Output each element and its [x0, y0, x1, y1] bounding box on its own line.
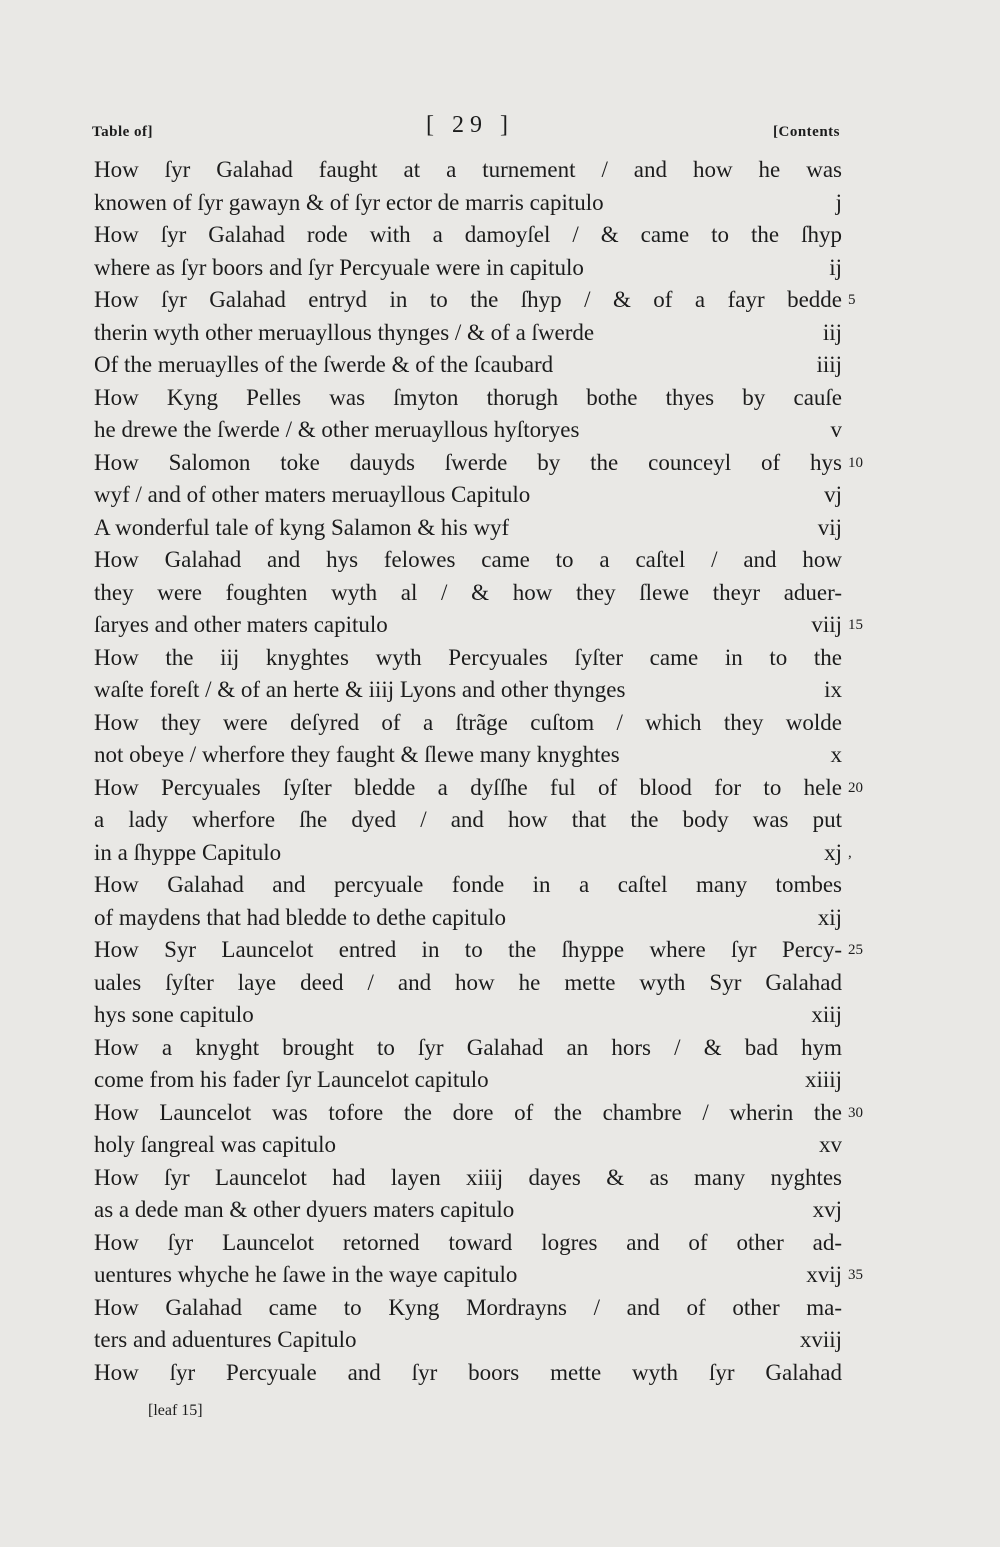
toc-line-text: they were foughten wyth al / & how they ſlewe theyr aduer- [94, 579, 842, 605]
toc-line [0, 414, 1000, 447]
toc-line-text: in a ſhyppe Capitulo [94, 839, 282, 865]
line-number: 30 [848, 1104, 863, 1121]
line-number: 20 [848, 779, 863, 796]
chapter-number: x [830, 742, 842, 767]
line-number: 15 [848, 617, 863, 633]
toc-line [0, 187, 1000, 220]
toc-line-text: as a dede man & other dyuers maters capitulo [94, 1197, 515, 1222]
toc-line [0, 544, 1000, 577]
chapter-number: ij [829, 254, 842, 280]
toc-line [0, 317, 1000, 350]
toc-line [0, 1129, 1000, 1162]
toc-line [0, 1032, 1000, 1065]
toc-line-text: therin wyth other meruayllous thynges / & of a ſwerde [94, 319, 595, 345]
toc-line [0, 154, 1000, 187]
toc-line-text: How Galahad and percyuale fonde in a caſtel many tombes [94, 872, 842, 897]
toc-line-text: How Launcelot was tofore the dore of the chambre / wherin the [94, 1099, 842, 1125]
line-number: 5 [848, 292, 856, 308]
toc-line-text: How they were deſyred of a ſtrãge cuſtom / which they wolde [94, 709, 842, 735]
toc-line-text: How ſyr Galahad rode with a damoyſel / & came to the ſhyp [94, 222, 842, 247]
chapter-number: vj [824, 482, 842, 507]
toc-line [0, 999, 1000, 1032]
toc-line-text: come from his fader ſyr Launcelot capitulo [94, 1067, 489, 1092]
chapter-number: xj [824, 839, 842, 865]
chapter-number: xviij [799, 1327, 842, 1352]
chapter-number: iij [822, 319, 842, 345]
toc-line [0, 1324, 1000, 1357]
toc-line [0, 382, 1000, 415]
toc-line [0, 804, 1000, 837]
running-head-left: Table of] [92, 124, 154, 140]
chapter-number: iiij [816, 352, 842, 377]
toc-line-text: How ſyr Percyuale and ſyr boors mette wyth ſyr Galahad [94, 1359, 842, 1385]
chapter-number: vij [817, 514, 842, 540]
toc-line-text: A wonderful tale of kyng Salamon & his wyf [94, 514, 510, 540]
toc-line-text: knowen of ſyr gawayn & of ſyr ector de marris capitulo [94, 189, 604, 215]
table-of-contents [0, 154, 1000, 1389]
toc-line-text: of maydens that had bledde to dethe capitulo [94, 904, 506, 930]
chapter-number: j [835, 189, 842, 215]
toc-line-text: hys sone capitulo [94, 1002, 254, 1027]
toc-line-text: How ſyr Launcelot retorned toward logres and of other ad- [94, 1229, 842, 1255]
toc-line-text: How ſyr Launcelot had layen xiiij dayes & as many nyghtes [94, 1164, 842, 1190]
toc-line-text: ſaryes and other maters capitulo [94, 612, 388, 637]
line-number: 10 [848, 454, 863, 471]
chapter-number: xvij [806, 1262, 842, 1287]
toc-line [0, 1194, 1000, 1227]
toc-line-text: How Salomon toke dauyds ſwerde by the counceyl of hys [94, 449, 842, 475]
toc-line-text: How Syr Launcelot entred in to the ſhyppe where ſyr Percy- [94, 937, 842, 962]
chapter-number: v [830, 417, 842, 442]
toc-line [0, 772, 1000, 805]
toc-line-text: How ſyr Galahad entryd in to the ſhyp / & of a fayr bedde [94, 287, 842, 312]
chapter-number: xiiij [804, 1067, 842, 1092]
toc-line [0, 869, 1000, 902]
chapter-number: ix [824, 677, 842, 702]
toc-line-text: uentures whyche he ſawe in the waye capitulo [94, 1262, 518, 1287]
chapter-number: xvj [812, 1197, 842, 1222]
toc-line [0, 1162, 1000, 1195]
toc-line [0, 512, 1000, 545]
toc-line-text: Of the meruaylles of the ſwerde & of the ſcaubard [94, 352, 554, 377]
toc-line-text: ters and aduentures Capitulo [94, 1327, 357, 1352]
toc-line [0, 967, 1000, 1000]
toc-line-text: How Galahad came to Kyng Mordrayns / and of other ma- [94, 1294, 842, 1320]
page-number: [ 29 ] [426, 112, 514, 138]
toc-line-text: uales ſyſter laye deed / and how he mette wyth Syr Galahad [94, 969, 842, 995]
toc-line-text: How Percyuales ſyſter bledde a dyſſhe ful of blood for to hele [94, 774, 842, 800]
toc-line [0, 284, 1000, 317]
toc-line-text: he drewe the ſwerde / & other meruayllous hyſtoryes [94, 417, 580, 442]
toc-line [0, 1097, 1000, 1130]
line-number: 35 [848, 1267, 863, 1283]
toc-line [0, 219, 1000, 252]
toc-line-text: wyf / and of other maters meruayllous Capitulo [94, 482, 531, 507]
toc-line-text: How a knyght brought to ſyr Galahad an hors / & bad hym [94, 1034, 842, 1060]
toc-line [0, 837, 1000, 870]
toc-line [0, 252, 1000, 285]
chapter-number: viij [811, 612, 842, 637]
toc-line [0, 674, 1000, 707]
toc-line-text: a lady wherfore ſhe dyed / and how that the body was put [94, 807, 842, 832]
toc-line [0, 447, 1000, 480]
toc-line [0, 1292, 1000, 1325]
toc-line-text: where as ſyr boors and ſyr Percyuale were in capitulo [94, 254, 584, 280]
chapter-number: xv [819, 1132, 842, 1157]
toc-line [0, 1357, 1000, 1390]
toc-line [0, 1227, 1000, 1260]
running-head [0, 112, 1000, 152]
toc-line-text: How Galahad and hys felowes came to a caſtel / and how [94, 547, 842, 572]
toc-line [0, 1064, 1000, 1097]
toc-line [0, 609, 1000, 642]
toc-line-text: holy ſangreal was capitulo [94, 1132, 337, 1157]
chapter-number: xij [817, 904, 842, 930]
toc-line-text: How ſyr Galahad faught at a turnement / and how he was [94, 157, 842, 182]
toc-line [0, 642, 1000, 675]
line-number: 25 [848, 942, 863, 958]
leaf-note: [leaf 15] [148, 1402, 203, 1419]
toc-line [0, 479, 1000, 512]
toc-line-text: How Kyng Pelles was ſmyton thorugh bothe thyes by cauſe [94, 384, 842, 410]
toc-line [0, 902, 1000, 935]
toc-line-text: not obeye / wherfore they faught & ſlewe many knyghtes [94, 742, 620, 767]
toc-line [0, 577, 1000, 610]
toc-line [0, 1259, 1000, 1292]
toc-line [0, 739, 1000, 772]
toc-line [0, 707, 1000, 740]
toc-line [0, 349, 1000, 382]
toc-line [0, 934, 1000, 967]
line-number: , [848, 844, 852, 861]
chapter-number: xiij [811, 1002, 842, 1027]
running-head-right: [Contents [773, 124, 840, 140]
toc-line-text: waſte foreſt / & of an herte & iiij Lyons and other thynges [94, 677, 626, 702]
toc-line-text: How the iij knyghtes wyth Percyuales ſyſter came in to the [94, 644, 842, 670]
